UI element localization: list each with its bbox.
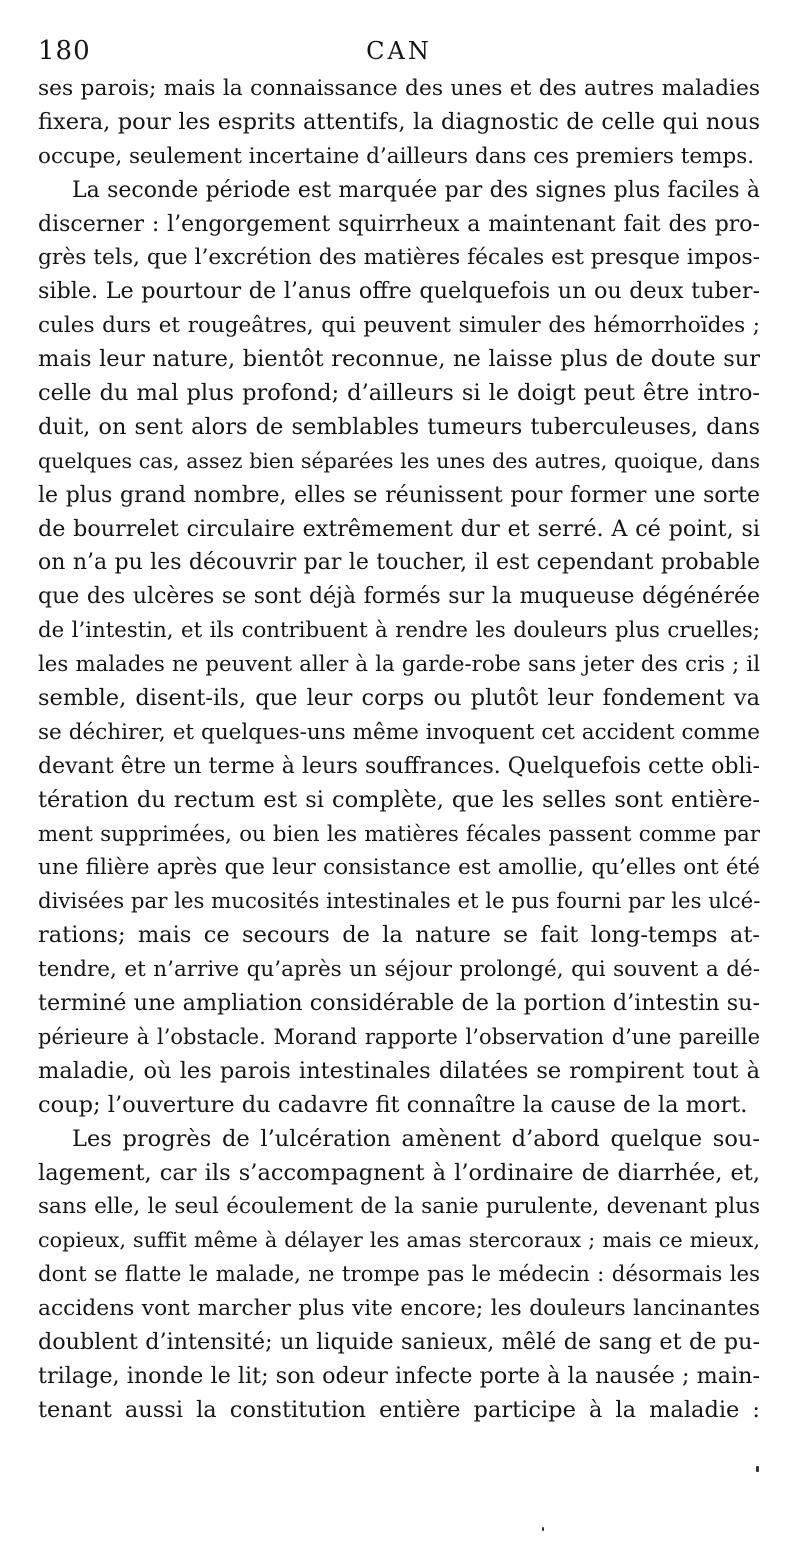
text-line: celle du mal plus profond; d’ailleurs si le doigt peut être intro- — [38, 380, 760, 407]
text-line: lagement, car ils s’accompagnent à l’ordinaire de diarrhée, et, — [38, 1159, 760, 1186]
text-line: de bourrelet circulaire extrêmement dur et serré. A cé point, si — [38, 515, 760, 542]
text-line: les malades ne peuvent aller à la garde-robe sans jeter des cris ; il — [38, 652, 760, 678]
text-line: tenant aussi la constitution entière participe à la maladie : — [38, 1396, 760, 1423]
text-line: doublent d’intensité; un liquide sanieux, mêlé de sang et de pu- — [38, 1328, 760, 1355]
text-line: occupe, seulement incertaine d’ailleurs dans ces premiers temps. — [38, 143, 755, 169]
body-text — [38, 72, 760, 1428]
text-line: mais leur nature, bientôt reconnue, ne laisse plus de doute sur — [38, 346, 760, 373]
text-line: tendre, et n’arrive qu’après un séjour prolongé, qui souvent a dé- — [38, 957, 760, 983]
text-line: fixera, pour les esprits attentifs, la diagnostic de celle qui nous — [38, 108, 760, 135]
text-line: rations; mais ce secours de la nature se fait long-temps at- — [38, 922, 760, 949]
running-title: CAN — [366, 37, 432, 65]
text-line: de l’intestin, et ils contribuent à rendre les douleurs plus cruelles; — [38, 618, 760, 644]
text-line: terminé une ampliation considérable de la portion d’intestin su- — [38, 990, 760, 1017]
text-line: tération du rectum est si complète, que les selles sont entière- — [38, 786, 760, 813]
text-line: accidens vont marcher plus vite encore; les douleurs lancinantes — [38, 1296, 760, 1322]
text-line: on n’a pu les découvrir par le toucher, il est cependant probable — [38, 550, 760, 576]
text-line: cules durs et rougeâtres, qui peuvent simuler des hémorrhoïdes ; — [38, 313, 760, 339]
text-line: La seconde période est marquée par des signes plus faciles à — [72, 177, 760, 203]
text-line: divisées par les mucosités intestinales et le pus fourni par les ulcé- — [38, 889, 760, 915]
text-line: duit, on sent alors de semblables tumeurs tuberculeuses, dans — [38, 413, 760, 440]
text-line: semble, disent-ils, que leur corps ou plutôt leur fondement va — [38, 685, 760, 712]
text-line: coup; l’ouverture du cadavre fit connaître la cause de la mort. — [38, 1091, 748, 1118]
page-number: 180 — [38, 36, 91, 66]
text-line: maladie, où les parois intestinales dilatées se rompirent tout à — [38, 1057, 760, 1084]
running-head — [38, 36, 760, 72]
text-line: copieux, suffit même à délayer les amas stercoraux ; mais ce mieux, — [38, 1228, 760, 1253]
text-line: quelques cas, assez bien séparées les unes des autres, quoique, dans — [38, 448, 760, 473]
text-line: discerner : l’engorgement squirrheux a maintenant fait des pro- — [38, 211, 760, 237]
text-line: périeure à l’obstacle. Morand rapporte l’observation d’une pareille — [38, 1024, 760, 1049]
text-line: dont se flatte le malade, ne trompe pas le médecin : désormais les — [38, 1262, 760, 1288]
text-line: une filière après que leur consistance est amollie, qu’elles ont été — [38, 855, 760, 881]
text-line: ses parois; mais la connaissance des unes et des autres maladies — [38, 76, 760, 101]
paper-speck — [542, 1527, 544, 1531]
text-line: sible. Le pourtour de l’anus offre quelquefois un ou deux tuber- — [38, 278, 760, 305]
text-line: devant être un terme à leurs souffrances. Quelquefois cette obli- — [38, 753, 760, 779]
text-line: que des ulcères se sont déjà formés sur la muqueuse dégénérée — [38, 584, 760, 610]
text-line: le plus grand nombre, elles se réunissent pour former une sorte — [38, 482, 760, 508]
text-line: se déchirer, et quelques-uns même invoquent cet accident comme — [38, 719, 760, 745]
text-line: grès tels, que l’excrétion des matières fécales est presque impos- — [38, 245, 760, 271]
text-line: ment supprimées, ou bien les matières fécales passent comme par — [38, 821, 760, 847]
paper-speck — [756, 1466, 759, 1472]
text-line: Les progrès de l’ulcération amènent d’abord quelque sou- — [72, 1125, 760, 1152]
text-line: sans elle, le seul écoulement de la sanie purulente, devenant plus — [38, 1194, 760, 1220]
text-line: trilage, inonde le lit; son odeur infecte porte à la nausée ; main- — [38, 1362, 760, 1389]
